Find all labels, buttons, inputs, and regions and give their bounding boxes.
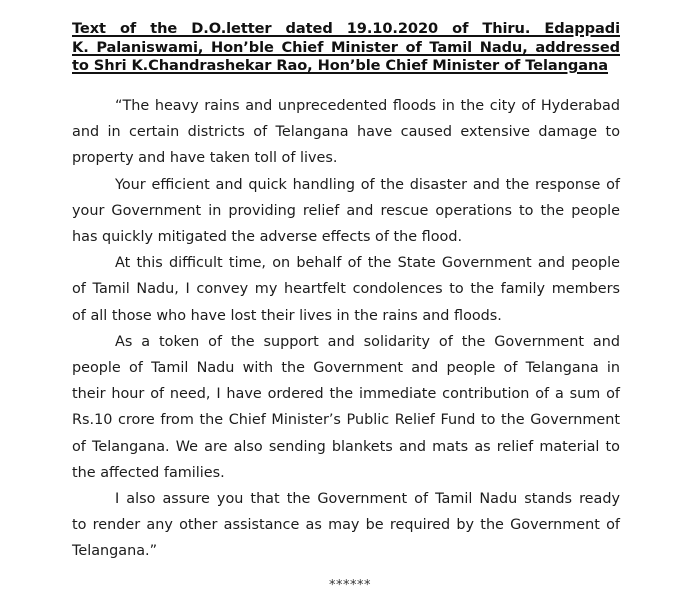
paragraph-floods-damage bbox=[72, 93, 620, 172]
paragraph-line: has quickly mitigated the adverse effects of the flood. bbox=[72, 229, 463, 246]
paragraph-line: people of Tamil Nadu with the Government and people of Telangana in bbox=[72, 360, 620, 377]
paragraph-line: to render any other assistance as may be required by the Government of bbox=[72, 517, 620, 534]
title-line: K. Palaniswami, Hon’ble Chief Minister of Tamil Nadu, addressed bbox=[72, 38, 620, 56]
paragraph-line: property and have taken toll of lives. bbox=[72, 150, 338, 167]
paragraph-line: of Telangana. We are also sending blankets and mats as relief material to bbox=[72, 438, 620, 455]
paragraph-line: Telangana.” bbox=[72, 543, 158, 560]
paragraph-disaster-handling bbox=[72, 172, 620, 251]
document-title bbox=[72, 20, 620, 76]
end-marker: ****** bbox=[329, 578, 371, 593]
paragraph-contribution bbox=[72, 329, 620, 486]
title-line: Text of the D.O.letter dated 19.10.2020 of Thiru. Edappadi bbox=[72, 20, 620, 37]
paragraph-line: Your efficient and quick handling of the disaster and the response of bbox=[115, 176, 620, 193]
paragraph-line: Rs.10 crore from the Chief Minister’s Public Relief Fund to the Government bbox=[72, 412, 620, 429]
paragraph-line: and in certain districts of Telangana have caused extensive damage to bbox=[72, 124, 620, 141]
paragraph-line: “The heavy rains and unprecedented floods in the city of Hyderabad bbox=[115, 98, 620, 114]
paragraph-condolences bbox=[72, 250, 620, 329]
paragraph-line: your Government in providing relief and rescue operations to the people bbox=[72, 202, 620, 219]
paragraph-line: As a token of the support and solidarity of the Government and bbox=[115, 333, 620, 350]
paragraph-line: of all those who have lost their lives in the rains and floods. bbox=[72, 307, 502, 324]
paragraph-line: of Tamil Nadu, I convey my heartfelt condolences to the family members bbox=[72, 281, 620, 298]
paragraph-line: their hour of need, I have ordered the immediate contribution of a sum of bbox=[72, 386, 620, 403]
letter-body bbox=[72, 93, 620, 565]
paragraph-line: At this difficult time, on behalf of the State Government and people bbox=[115, 255, 620, 272]
paragraph-line: I also assure you that the Government of Tamil Nadu stands ready bbox=[115, 491, 620, 508]
paragraph-assurance bbox=[72, 486, 620, 565]
title-line: to Shri K.Chandrashekar Rao, Hon’ble Chief Minister of Telangana bbox=[72, 57, 609, 75]
paragraph-line: the affected families. bbox=[72, 464, 225, 481]
